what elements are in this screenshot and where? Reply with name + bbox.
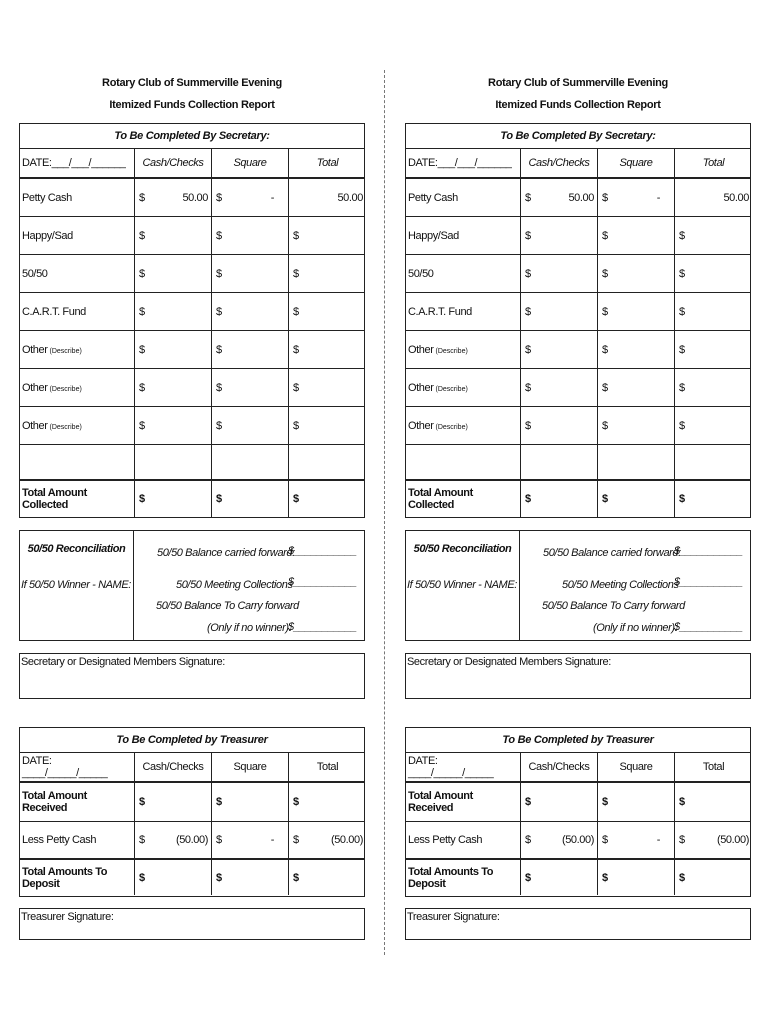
total-cell[interactable] (288, 445, 366, 479)
form-title (19, 72, 365, 116)
col-square: Square (597, 149, 674, 177)
secretary-section (405, 123, 751, 518)
currency-sign: $ (293, 381, 299, 394)
title-line-1: Rotary Club of Summerville Evening (488, 77, 668, 89)
other-label: Other (408, 419, 434, 432)
total-cell[interactable] (288, 783, 366, 821)
meeting-collections-label: 50/50 Meeting Collections (176, 579, 293, 591)
square-cell[interactable] (597, 369, 674, 406)
square-cell[interactable] (597, 217, 674, 254)
square-cell[interactable] (211, 481, 288, 517)
currency-sign: $ (139, 419, 145, 432)
square-cell[interactable] (597, 860, 674, 895)
currency-sign: $ (216, 305, 222, 318)
currency-sign: $ (139, 834, 145, 846)
describe-hint: (Describe) (435, 347, 468, 355)
row-label: Total Amounts To Deposit (22, 865, 108, 890)
currency-sign: $ (602, 493, 608, 505)
square-cell[interactable] (597, 445, 674, 479)
winner-name-field[interactable]: If 50/50 Winner - NAME: (21, 579, 131, 591)
cash-cell[interactable] (134, 255, 211, 292)
fifty-fifty-row (20, 255, 364, 293)
balance-forward-field[interactable]: $___________ (288, 545, 357, 557)
petty-cash-total-cell[interactable] (674, 179, 752, 216)
square-cell[interactable] (211, 331, 288, 368)
row-label: Total Amount Received (408, 790, 473, 814)
currency-sign: $ (525, 871, 531, 884)
currency-sign: $ (679, 796, 685, 808)
currency-sign: $ (679, 381, 685, 394)
treasurer-signature-box[interactable] (405, 908, 751, 940)
treasurer-header: To Be Completed by Treasurer (406, 728, 750, 753)
secretary-signature-box[interactable] (19, 653, 365, 699)
treasurer-signature-label: Treasurer Signature: (21, 911, 114, 923)
currency-sign: $ (525, 343, 531, 356)
square-cell[interactable] (211, 445, 288, 479)
square-cell[interactable] (211, 407, 288, 444)
currency-sign: $ (602, 796, 608, 808)
petty-cash-cash-cell[interactable] (520, 179, 597, 216)
currency-sign: $ (679, 419, 685, 432)
blank-row (20, 445, 364, 481)
currency-sign: $ (293, 796, 299, 808)
secretary-signature-box[interactable] (405, 653, 751, 699)
balance-forward-label: 50/50 Balance carried forward: (543, 547, 681, 559)
currency-sign: $ (139, 229, 145, 242)
column-divider (519, 531, 520, 640)
row-label (22, 369, 132, 406)
row-label: 50/50 (408, 267, 434, 280)
petty-cash-square-cell[interactable] (211, 179, 288, 216)
currency-sign: $ (679, 343, 685, 356)
treasurer-section (405, 727, 751, 897)
other-row (406, 369, 750, 407)
row-label: Less Petty Cash (408, 834, 483, 846)
cash-cell[interactable] (134, 407, 211, 444)
square-cell[interactable] (597, 822, 674, 858)
currency-sign: $ (139, 871, 145, 884)
cash-cell[interactable] (520, 407, 597, 444)
row-label (408, 331, 518, 368)
row-label: Total Amounts To Deposit (408, 865, 494, 890)
petty-cash-cash-cell[interactable] (134, 179, 211, 216)
currency-sign: $ (293, 305, 299, 318)
col-square: Square (211, 753, 288, 781)
currency-sign: $ (602, 381, 608, 394)
currency-sign: $ (679, 267, 685, 280)
row-label (22, 407, 132, 444)
col-total: Total (674, 753, 752, 781)
currency-sign: $ (679, 229, 685, 242)
title-line-2: Itemized Funds Collection Report (495, 99, 661, 111)
cash-cell[interactable] (134, 481, 211, 517)
balance-forward-field[interactable]: $___________ (674, 545, 743, 557)
currency-sign: $ (216, 229, 222, 242)
cash-cell[interactable] (134, 822, 211, 858)
meeting-collections-label: 50/50 Meeting Collections (562, 579, 679, 591)
cash-cell[interactable] (520, 293, 597, 330)
currency-sign: $ (525, 493, 531, 505)
total-cell[interactable] (674, 445, 752, 479)
amount: 50.00 (568, 191, 594, 204)
total-cell[interactable] (288, 331, 366, 368)
date-field[interactable]: DATE:___/___/______ (408, 157, 512, 169)
row-label: Total Amount Collected (22, 487, 87, 511)
secretary-column-header-row (406, 149, 750, 179)
cash-cell[interactable] (134, 860, 211, 895)
currency-sign: $ (679, 834, 685, 846)
total-cell[interactable] (288, 481, 366, 517)
total-cell[interactable] (674, 293, 752, 330)
row-label: Total Amount Collected (408, 487, 473, 511)
col-total: Total (288, 753, 366, 781)
total-cell[interactable] (674, 481, 752, 517)
carry-forward-label: 50/50 Balance To Carry forward (542, 600, 685, 612)
currency-sign: $ (525, 834, 531, 846)
only-if-label: (Only if no winner): (207, 622, 292, 634)
currency-sign: $ (216, 267, 222, 280)
reconciliation-section (19, 530, 365, 641)
row-label (408, 445, 518, 479)
total-deposit-row (20, 860, 364, 895)
describe-hint: (Describe) (435, 385, 468, 393)
secretary-header: To Be Completed By Secretary: (406, 124, 750, 149)
currency-sign: $ (525, 305, 531, 318)
cash-cell[interactable] (134, 369, 211, 406)
cash-cell[interactable] (520, 217, 597, 254)
title-line-1: Rotary Club of Summerville Evening (102, 77, 282, 89)
cash-cell[interactable] (520, 783, 597, 821)
petty-cash-row (406, 179, 750, 217)
cash-cell[interactable] (520, 445, 597, 479)
other-label: Other (22, 381, 48, 394)
currency-sign: $ (216, 343, 222, 356)
currency-sign: $ (216, 381, 222, 394)
square-cell[interactable] (211, 255, 288, 292)
secretary-header: To Be Completed By Secretary: (20, 124, 364, 149)
title-line-2: Itemized Funds Collection Report (109, 99, 275, 111)
currency-sign: $ (602, 305, 608, 318)
date-field[interactable]: DATE: ____/_____/_____ (408, 755, 494, 779)
total-cell[interactable] (288, 407, 366, 444)
cash-cell[interactable] (520, 331, 597, 368)
date-field[interactable]: DATE:___/___/______ (22, 157, 126, 169)
reconciliation-section (405, 530, 751, 641)
square-cell[interactable] (211, 822, 288, 858)
square-cell[interactable] (211, 783, 288, 821)
row-label: Total Amount Received (22, 790, 87, 814)
currency-sign: $ (216, 493, 222, 505)
currency-sign: $ (139, 493, 145, 505)
balance-forward-label: 50/50 Balance carried forward: (157, 547, 295, 559)
happy-sad-row (20, 217, 364, 255)
treasurer-column-header-row (20, 753, 364, 783)
describe-hint: (Describe) (49, 423, 82, 431)
treasurer-column-header-row (406, 753, 750, 783)
date-field[interactable]: DATE: ____/_____/_____ (22, 755, 108, 779)
currency-sign: $ (525, 191, 531, 204)
row-label (408, 369, 518, 406)
currency-sign: $ (139, 381, 145, 394)
col-square: Square (211, 149, 288, 177)
currency-sign: $ (602, 343, 608, 356)
square-cell[interactable] (211, 860, 288, 895)
currency-sign: $ (602, 871, 608, 884)
row-label: C.A.R.T. Fund (22, 305, 86, 318)
amount: 50.00 (723, 191, 749, 204)
row-label (22, 331, 132, 368)
total-cell[interactable] (674, 331, 752, 368)
currency-sign: $ (602, 419, 608, 432)
currency-sign: $ (216, 871, 222, 884)
cash-cell[interactable] (520, 481, 597, 517)
col-total: Total (674, 149, 752, 177)
secretary-signature-label: Secretary or Designated Members Signature: (21, 656, 225, 668)
amount: 50.00 (182, 191, 208, 204)
col-total: Total (288, 149, 366, 177)
less-petty-cash-row (20, 822, 364, 860)
total-cell[interactable] (288, 255, 366, 292)
treasurer-signature-label: Treasurer Signature: (407, 911, 500, 923)
currency-sign: $ (293, 419, 299, 432)
square-cell[interactable] (597, 255, 674, 292)
currency-sign: $ (139, 796, 145, 808)
carry-forward-field[interactable]: $___________ (674, 621, 743, 633)
total-cell[interactable] (674, 783, 752, 821)
other-label: Other (22, 343, 48, 356)
secretary-column-header-row (20, 149, 364, 179)
total-cell[interactable] (674, 369, 752, 406)
currency-sign: $ (602, 834, 608, 846)
form-title (405, 72, 751, 116)
currency-sign: $ (679, 305, 685, 318)
cash-cell[interactable] (134, 445, 211, 479)
amount: - (656, 191, 660, 204)
petty-cash-total-cell[interactable] (288, 179, 366, 216)
row-label: Petty Cash (408, 191, 458, 204)
amount: (50.00) (175, 834, 208, 846)
currency-sign: $ (216, 834, 222, 846)
total-collected-row (406, 481, 750, 517)
currency-sign: $ (525, 796, 531, 808)
happy-sad-row (406, 217, 750, 255)
total-collected-row (20, 481, 364, 517)
col-cash-checks: Cash/Checks (134, 753, 211, 781)
currency-sign: $ (216, 191, 222, 204)
other-label: Other (22, 419, 48, 432)
total-cell[interactable] (674, 255, 752, 292)
currency-sign: $ (139, 343, 145, 356)
currency-sign: $ (293, 493, 299, 505)
amount: - (656, 834, 660, 846)
amount: 50.00 (337, 191, 363, 204)
total-cell[interactable] (288, 217, 366, 254)
reconciliation-title: 50/50 Reconciliation (27, 543, 126, 555)
square-cell[interactable] (597, 783, 674, 821)
amount: - (270, 191, 274, 204)
carry-forward-label: 50/50 Balance To Carry forward (156, 600, 299, 612)
total-cell[interactable] (288, 369, 366, 406)
currency-sign: $ (139, 305, 145, 318)
row-label: 50/50 (22, 267, 48, 280)
currency-sign: $ (602, 267, 608, 280)
cash-cell[interactable] (520, 255, 597, 292)
row-label: C.A.R.T. Fund (408, 305, 472, 318)
currency-sign: $ (293, 834, 299, 846)
col-cash-checks: Cash/Checks (520, 149, 597, 177)
amount: (50.00) (330, 834, 363, 846)
square-cell[interactable] (211, 293, 288, 330)
total-cell[interactable] (674, 407, 752, 444)
currency-sign: $ (293, 871, 299, 884)
cash-cell[interactable] (520, 369, 597, 406)
cart-fund-row (20, 293, 364, 331)
col-square: Square (597, 753, 674, 781)
meeting-collections-field[interactable]: $___________ (288, 576, 357, 588)
amount: (50.00) (716, 834, 749, 846)
total-cell[interactable] (674, 860, 752, 895)
petty-cash-row (20, 179, 364, 217)
row-label: Petty Cash (22, 191, 72, 204)
total-cell[interactable] (674, 217, 752, 254)
other-label: Other (408, 381, 434, 394)
cash-cell[interactable] (134, 331, 211, 368)
describe-hint: (Describe) (49, 347, 82, 355)
currency-sign: $ (602, 229, 608, 242)
treasurer-header: To Be Completed by Treasurer (20, 728, 364, 753)
cart-fund-row (406, 293, 750, 331)
total-deposit-row (406, 860, 750, 895)
currency-sign: $ (525, 381, 531, 394)
winner-name-field[interactable]: If 50/50 Winner - NAME: (407, 579, 517, 591)
cut-line-divider (384, 70, 385, 955)
col-cash-checks: Cash/Checks (134, 149, 211, 177)
currency-sign: $ (679, 871, 685, 884)
treasurer-section (19, 727, 365, 897)
treasurer-signature-box[interactable] (19, 908, 365, 940)
cash-cell[interactable] (134, 783, 211, 821)
other-row (406, 407, 750, 445)
currency-sign: $ (216, 419, 222, 432)
total-cell[interactable] (288, 293, 366, 330)
square-cell[interactable] (211, 217, 288, 254)
reconciliation-title: 50/50 Reconciliation (413, 543, 512, 555)
row-label (408, 407, 518, 444)
total-received-row (20, 783, 364, 822)
only-if-label: (Only if no winner): (593, 622, 678, 634)
blank-row (406, 445, 750, 481)
currency-sign: $ (525, 419, 531, 432)
describe-hint: (Describe) (49, 385, 82, 393)
col-cash-checks: Cash/Checks (520, 753, 597, 781)
cash-cell[interactable] (520, 822, 597, 858)
meeting-collections-field[interactable]: $___________ (674, 576, 743, 588)
describe-hint: (Describe) (435, 423, 468, 431)
square-cell[interactable] (597, 331, 674, 368)
secretary-signature-label: Secretary or Designated Members Signature: (407, 656, 611, 668)
petty-cash-square-cell[interactable] (597, 179, 674, 216)
currency-sign: $ (293, 267, 299, 280)
other-row (20, 407, 364, 445)
row-label: Less Petty Cash (22, 834, 97, 846)
currency-sign: $ (216, 796, 222, 808)
secretary-section (19, 123, 365, 518)
column-divider (133, 531, 134, 640)
total-cell[interactable] (674, 822, 752, 858)
currency-sign: $ (139, 267, 145, 280)
cash-cell[interactable] (134, 217, 211, 254)
square-cell[interactable] (597, 407, 674, 444)
square-cell[interactable] (597, 481, 674, 517)
carry-forward-field[interactable]: $___________ (288, 621, 357, 633)
amount: - (270, 834, 274, 846)
row-label: Happy/Sad (408, 229, 459, 242)
total-received-row (406, 783, 750, 822)
other-row (20, 331, 364, 369)
other-row (20, 369, 364, 407)
currency-sign: $ (139, 191, 145, 204)
total-cell[interactable] (288, 822, 366, 858)
row-label (22, 445, 132, 479)
other-row (406, 331, 750, 369)
currency-sign: $ (602, 191, 608, 204)
fifty-fifty-row (406, 255, 750, 293)
cash-cell[interactable] (520, 860, 597, 895)
currency-sign: $ (525, 267, 531, 280)
square-cell[interactable] (597, 293, 674, 330)
currency-sign: $ (293, 343, 299, 356)
amount: (50.00) (561, 834, 594, 846)
currency-sign: $ (525, 229, 531, 242)
less-petty-cash-row (406, 822, 750, 860)
currency-sign: $ (679, 493, 685, 505)
other-label: Other (408, 343, 434, 356)
row-label: Happy/Sad (22, 229, 73, 242)
cash-cell[interactable] (134, 293, 211, 330)
total-cell[interactable] (288, 860, 366, 895)
square-cell[interactable] (211, 369, 288, 406)
currency-sign: $ (293, 229, 299, 242)
